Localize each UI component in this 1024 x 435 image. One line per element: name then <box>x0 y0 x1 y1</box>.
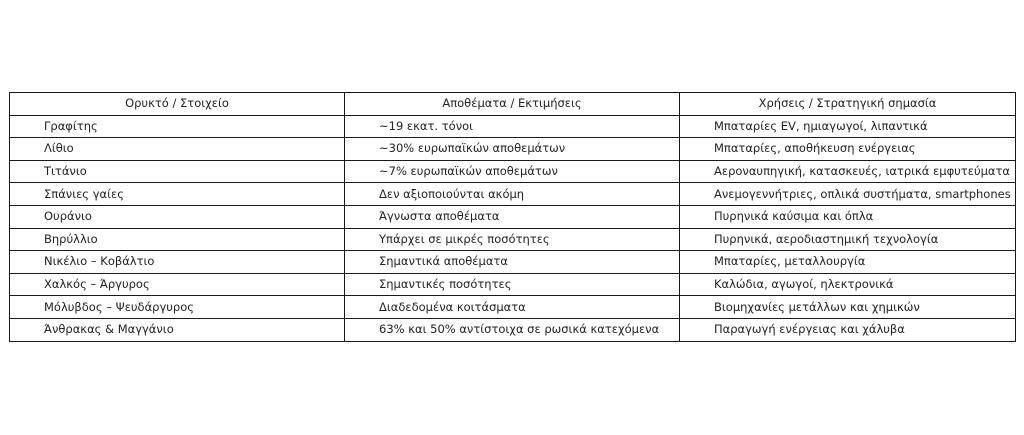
cell-uses: Μπαταρίες, μεταλλουργία <box>680 251 1016 274</box>
cell-reserves: Δεν αξιοποιούνται ακόμη <box>345 183 680 206</box>
cell-mineral: Τιτάνιο <box>10 160 345 183</box>
table-row <box>10 251 1016 274</box>
table-row <box>10 138 1016 161</box>
cell-uses: Πυρηνικά, αεροδιαστημική τεχνολογία <box>680 228 1016 251</box>
cell-mineral: Νικέλιο – Κοβάλτιο <box>10 251 345 274</box>
minerals-table <box>9 92 1016 342</box>
cell-reserves: Υπάρχει σε μικρές ποσότητες <box>345 228 680 251</box>
cell-reserves: Διαδεδομένα κοιτάσματα <box>345 296 680 319</box>
cell-mineral: Μόλυβδος – Ψευδάργυρος <box>10 296 345 319</box>
table-row <box>10 160 1016 183</box>
table-row <box>10 273 1016 296</box>
cell-uses: Μπαταρίες EV, ημιαγωγοί, λιπαντικά <box>680 115 1016 138</box>
cell-mineral: Ουράνιο <box>10 205 345 228</box>
cell-mineral: Άνθρακας & Μαγγάνιο <box>10 318 345 341</box>
table-header-row <box>10 93 1016 116</box>
cell-mineral: Βηρύλλιο <box>10 228 345 251</box>
cell-uses: Πυρηνικά καύσιμα και όπλα <box>680 205 1016 228</box>
cell-uses: Ανεμογεννήτριες, οπλικά συστήματα, smartphones <box>680 183 1016 206</box>
cell-uses: Παραγωγή ενέργειας και χάλυβα <box>680 318 1016 341</box>
table-row <box>10 115 1016 138</box>
table-row <box>10 183 1016 206</box>
cell-reserves: ~30% ευρωπαϊκών αποθεμάτων <box>345 138 680 161</box>
cell-mineral: Λίθιο <box>10 138 345 161</box>
cell-mineral: Χαλκός – Άργυρος <box>10 273 345 296</box>
cell-mineral: Σπάνιες γαίες <box>10 183 345 206</box>
cell-reserves: Σημαντικές ποσότητες <box>345 273 680 296</box>
cell-uses: Μπαταρίες, αποθήκευση ενέργειας <box>680 138 1016 161</box>
header-mineral: Ορυκτό / Στοιχείο <box>10 93 345 116</box>
cell-reserves: Σημαντικά αποθέματα <box>345 251 680 274</box>
cell-reserves: 63% και 50% αντίστοιχα σε ρωσικά κατεχόμενα <box>345 318 680 341</box>
cell-uses: Καλώδια, αγωγοί, ηλεκτρονικά <box>680 273 1016 296</box>
cell-uses: Αεροναυπηγική, κατασκευές, ιατρικά εμφυτεύματα <box>680 160 1016 183</box>
cell-reserves: ~7% ευρωπαϊκών αποθεμάτων <box>345 160 680 183</box>
header-reserves: Αποθέματα / Εκτιμήσεις <box>345 93 680 116</box>
cell-uses: Βιομηχανίες μετάλλων και χημικών <box>680 296 1016 319</box>
cell-reserves: ~19 εκατ. τόνοι <box>345 115 680 138</box>
table-row <box>10 318 1016 341</box>
table-row <box>10 296 1016 319</box>
table-row <box>10 228 1016 251</box>
table-row <box>10 205 1016 228</box>
cell-reserves: Άγνωστα αποθέματα <box>345 205 680 228</box>
header-uses: Χρήσεις / Στρατηγική σημασία <box>680 93 1016 116</box>
cell-mineral: Γραφίτης <box>10 115 345 138</box>
